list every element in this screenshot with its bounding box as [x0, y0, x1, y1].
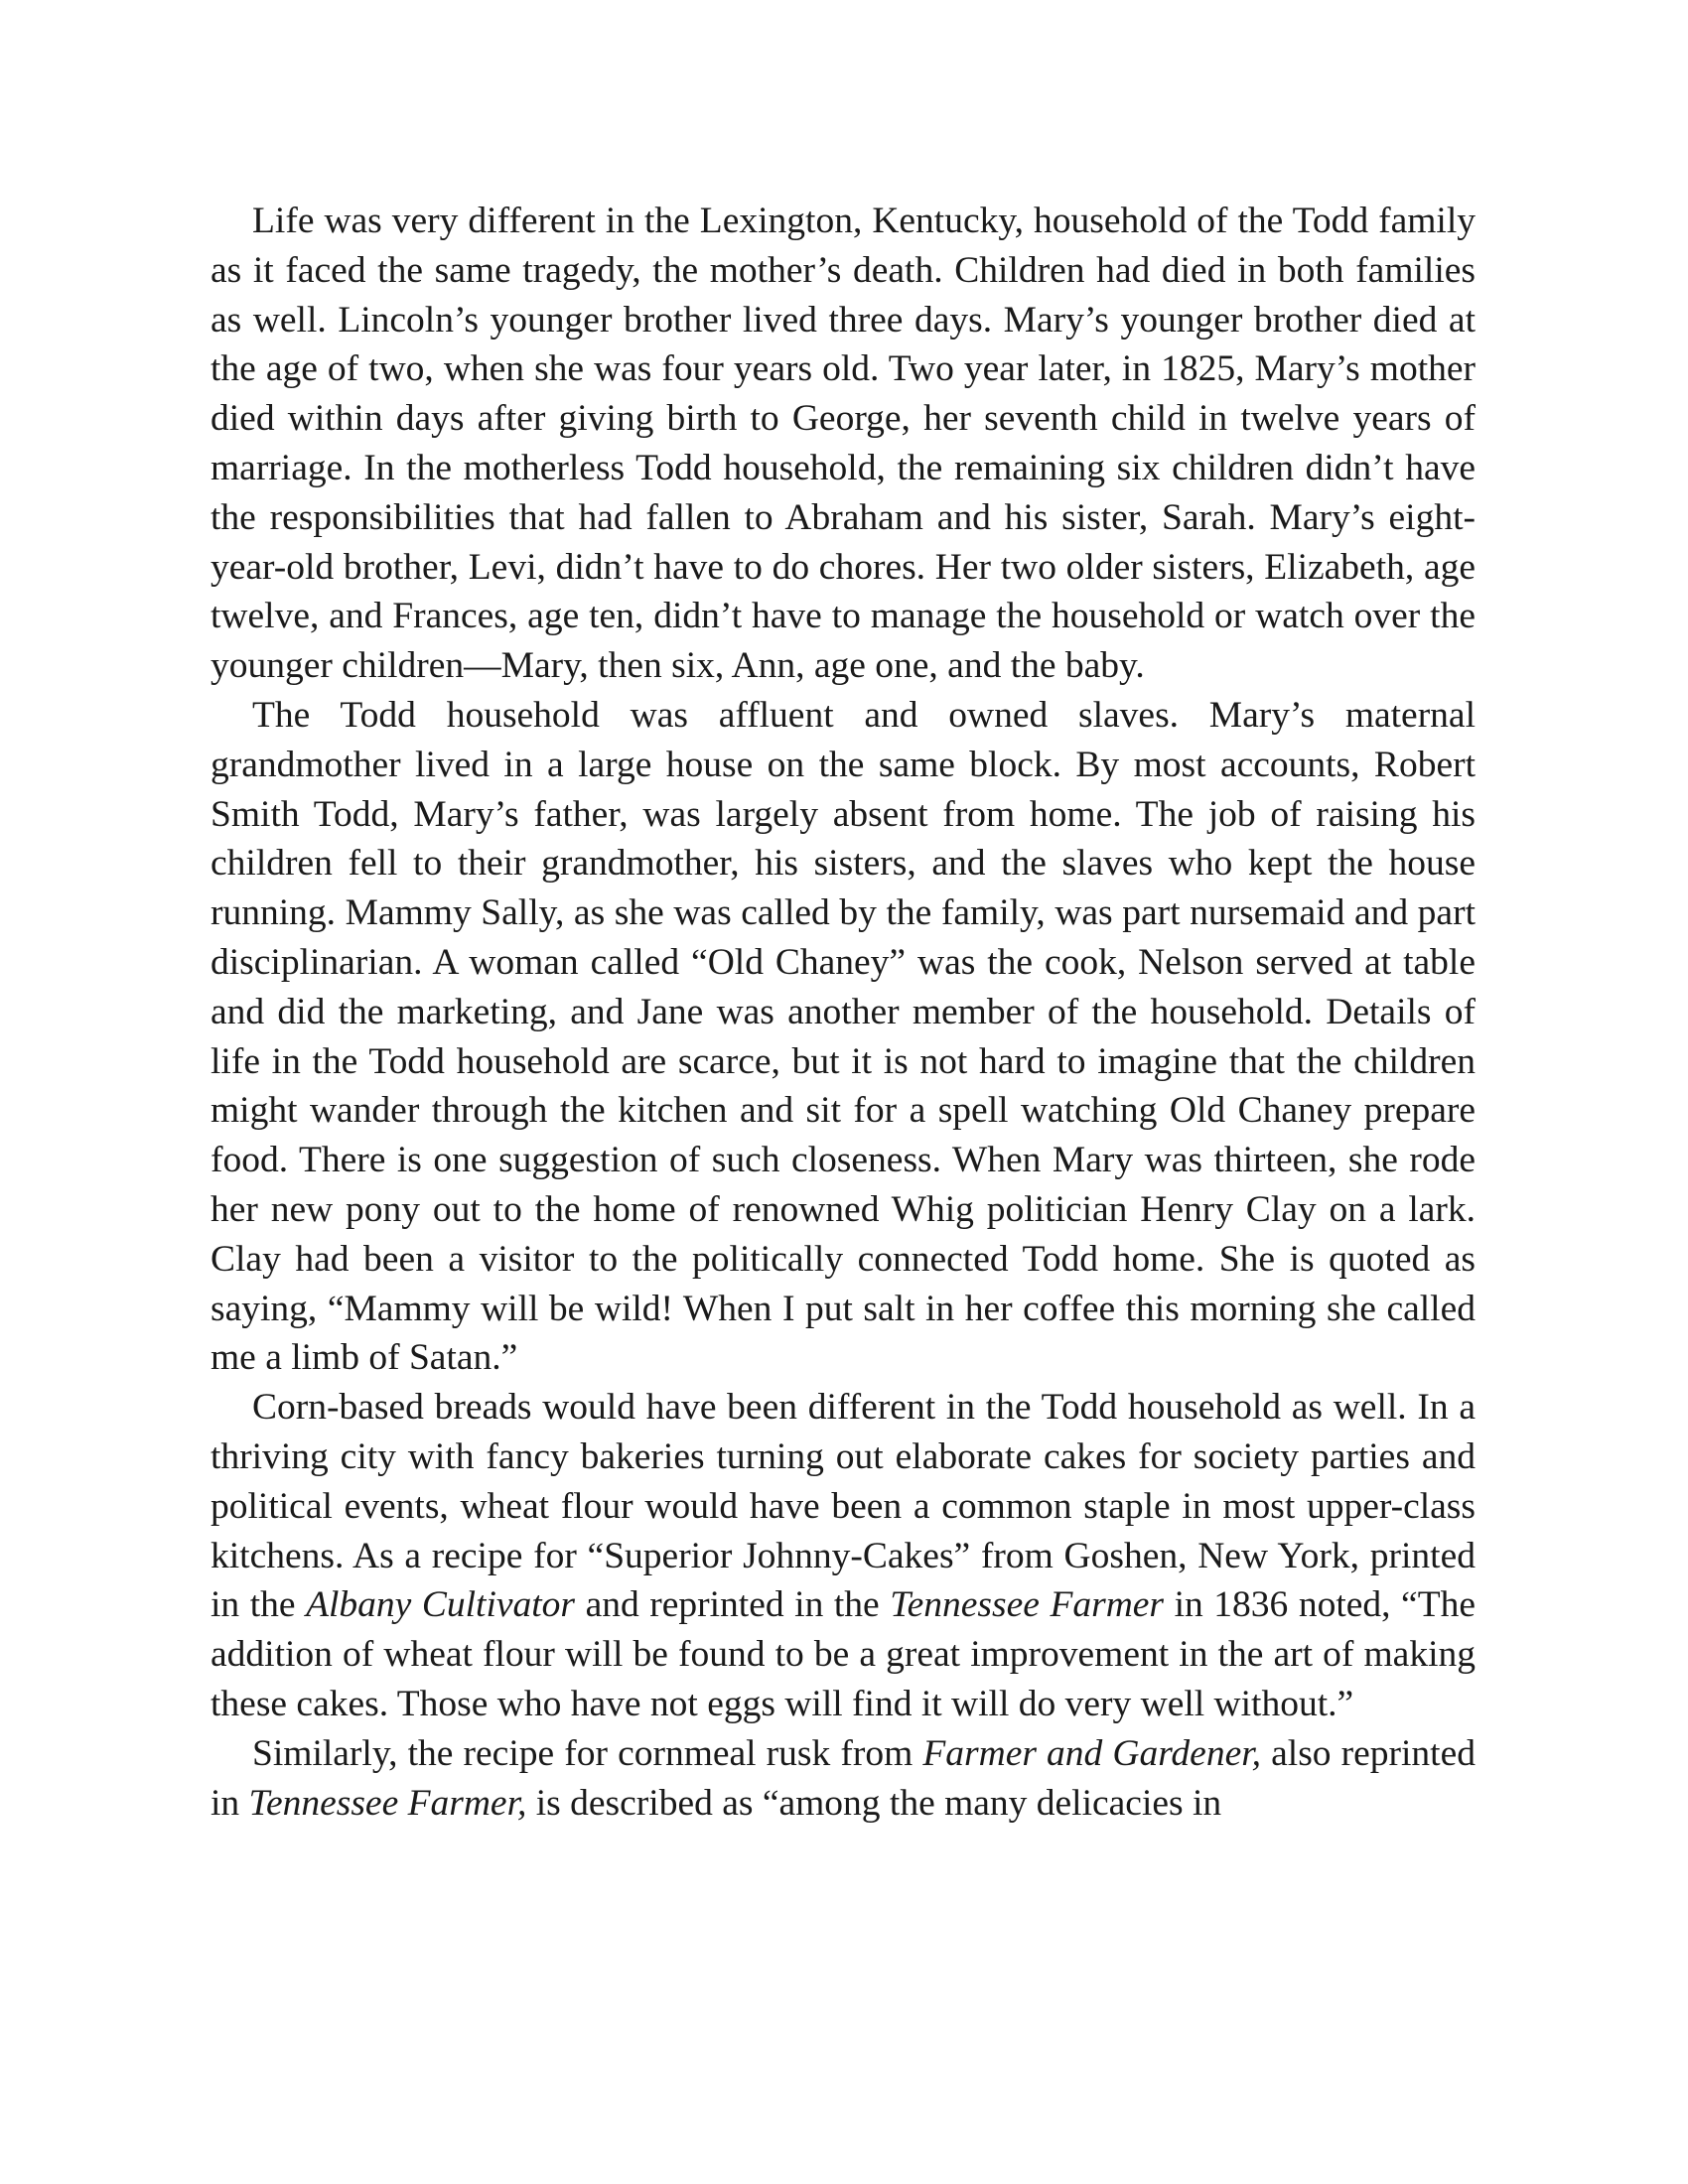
paragraph-corn-based-breads	[211, 1383, 1476, 1729]
paragraph-text: Corn-based breads would have been different in the Todd household as well. In a thriving city with fancy bakeries turning out elaborate cakes for society parties and political events, wheat flour would have been a common staple in most upper-class kitchens. As a recipe for “Superior Johnny-Cakes” from Goshen, New York, printed in the	[211, 1387, 1476, 1626]
italic-title-albany-cultivator: Albany Cultivator	[306, 1584, 576, 1626]
paragraph-text: and reprinted in the	[575, 1584, 891, 1626]
paragraph-text: is described as “among the many delicacies in	[526, 1782, 1222, 1824]
italic-title-farmer-and-gardener: Farmer and Gardener,	[922, 1732, 1262, 1774]
paragraph-todd-household-mothers-death	[211, 197, 1476, 691]
paragraph-text: also reprinted in	[211, 1732, 1476, 1824]
paragraph-text: The Todd household was affluent and owned slaves. Mary’s maternal grandmother lived in a large house on the same block. By most accounts, Robert Smith Todd, Mary’s father, was largely absent from home. The job of raising his children fell to their grandmother, his sisters, and the slaves who kept the house running. Mammy Sally, as she was called by the family, was part nursemaid and part disciplinarian. A woman called “Old Chaney” was the cook, Nelson served at table and did the marketing, and Jane was another member of the household. Details of life in the Todd household are scarce, but it is not hard to imagine that the children might wander through the kitchen and sit for a spell watching Old Chaney prepare food. There is one suggestion of such closeness. When Mary was thirteen, she rode her new pony out to the home of renowned Whig politician Henry Clay on a lark. Clay had been a visitor to the politically connected Todd home. She is quoted as saying, “Mammy will be wild! When I put salt in her coffee this morning she called me a limb of Satan.”	[211, 694, 1476, 1379]
paragraph-cornmeal-rusk	[211, 1729, 1476, 1829]
italic-title-tennessee-farmer: Tennessee Farmer	[890, 1584, 1165, 1626]
paragraph-text: in 1836 noted, “The addition of wheat flour will be found to be a great improvement in the art of making these cakes. Those who have not eggs will find it will do very well without.”	[211, 1584, 1477, 1724]
paragraph-text: Similarly, the recipe for cornmeal rusk from	[252, 1732, 923, 1774]
paragraph-text: Life was very different in the Lexington, Kentucky, household of the Todd family as it faced the same tragedy, the mother’s death. Children had died in both families as well. Lincoln’s younger brother lived three days. Mary’s younger brother died at the age of two, when she was four years old. Two year later, in 1825, Mary’s mother died within days after giving birth to George, her seventh child in twelve years of marriage. In the motherless Todd household, the remaining six children didn’t have the responsibilities that had fallen to Abraham and his sister, Sarah. Mary’s eight-year-old brother, Levi, didn’t have to do chores. Her two older sisters, Elizabeth, age twelve, and Frances, age ten, didn’t have to manage the household or watch over the younger children—Mary, then six, Ann, age one, and the baby.	[211, 201, 1476, 687]
italic-title-tennessee-farmer: Tennessee Farmer,	[248, 1782, 527, 1824]
page-body	[211, 197, 1476, 1828]
paragraph-todd-household-slaves	[211, 691, 1476, 1383]
